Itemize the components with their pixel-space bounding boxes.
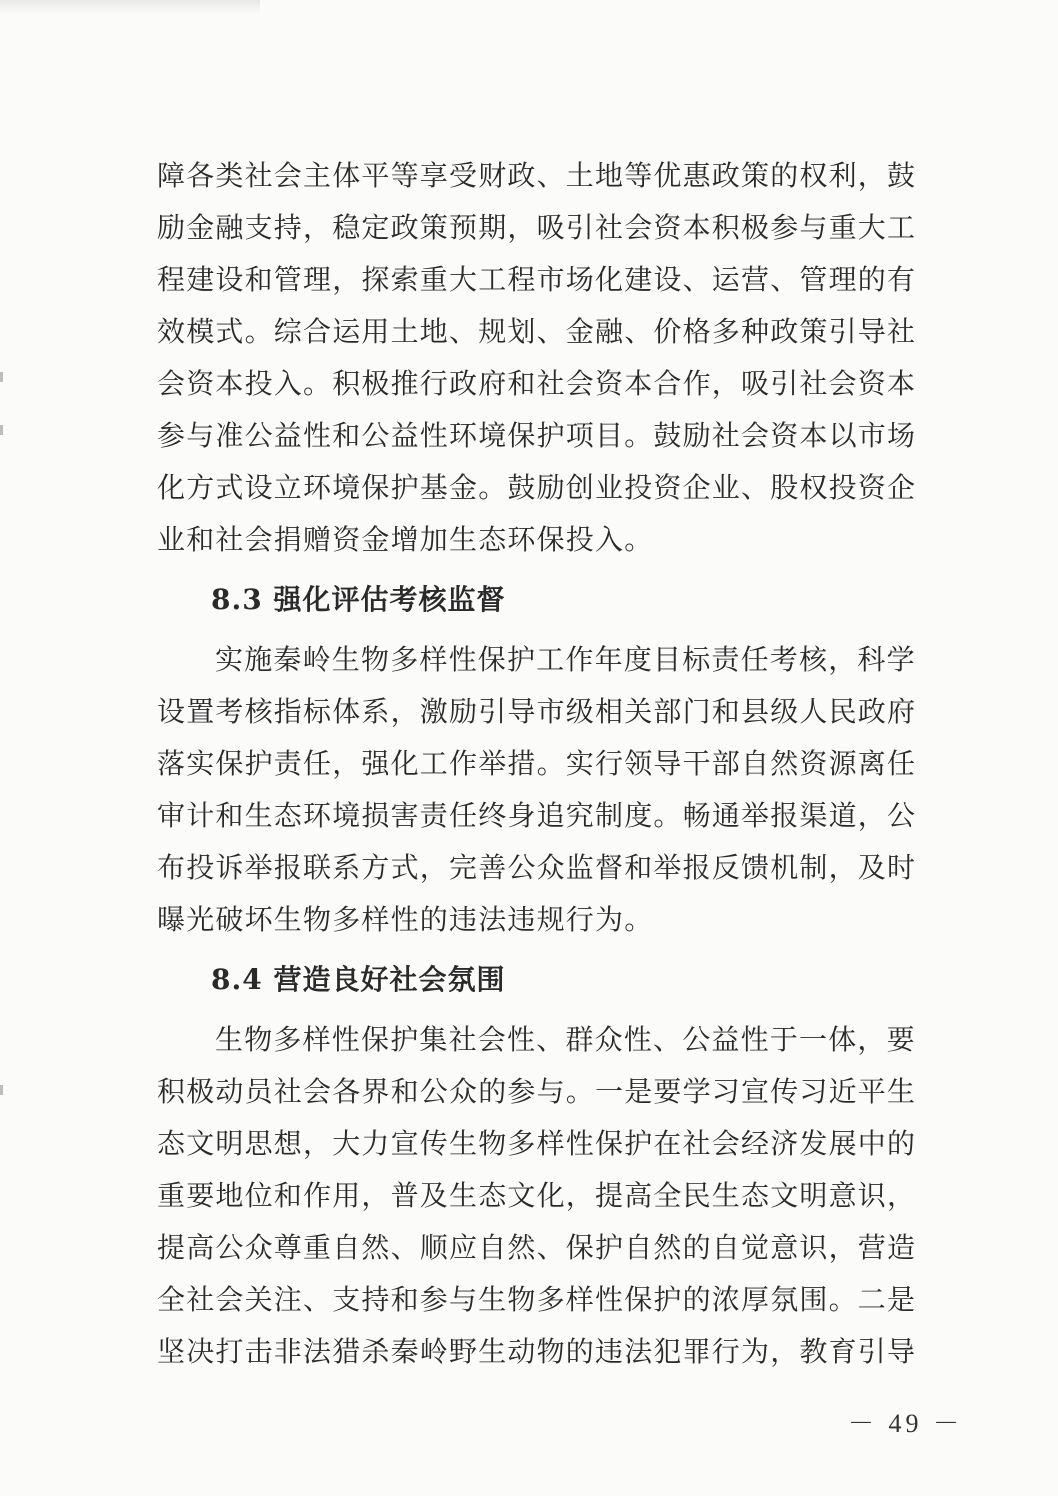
text-line: 曝光破坏生物多样性的违法违规行为。 <box>157 903 654 936</box>
text-line: 设置考核指标体系，激励引导市级相关部门和县级人民政府 <box>157 695 917 728</box>
text-line: 参与准公益性和公益性环境保护项目。鼓励社会资本以市场 <box>157 419 917 452</box>
text-line: 化方式设立环境保护基金。鼓励创业投资企业、股权投资企 <box>157 471 917 504</box>
text-line: 积极动员社会各界和公众的参与。一是要学习宣传习近平生 <box>157 1075 917 1108</box>
paragraph-social-atmosphere <box>157 1014 917 1378</box>
scan-top-shadow <box>0 0 260 14</box>
section-heading-8-3: 8.3 强化评估考核监督 <box>211 583 506 616</box>
page-number: － 49 － <box>848 1409 964 1438</box>
binding-mark <box>0 372 3 382</box>
text-line: 坚决打击非法猎杀秦岭野生动物的违法犯罪行为，教育引导 <box>157 1335 917 1368</box>
text-line: 审计和生态环境损害责任终身追究制度。畅通举报渠道，公 <box>157 799 917 832</box>
section-heading-8-4: 8.4 营造良好社会氛围 <box>211 963 506 996</box>
text-line: 提高公众尊重自然、顺应自然、保护自然的自觉意识，营造 <box>157 1231 917 1264</box>
text-line: 实施秦岭生物多样性保护工作年度目标责任考核，科学 <box>215 643 916 676</box>
text-line: 全社会关注、支持和参与生物多样性保护的浓厚氛围。二是 <box>157 1283 917 1316</box>
text-line: 障各类社会主体平等享受财政、土地等优惠政策的权利，鼓 <box>157 159 917 192</box>
text-line: 会资本投入。积极推行政府和社会资本合作，吸引社会资本 <box>157 367 917 400</box>
text-line: 落实保护责任，强化工作举措。实行领导干部自然资源离任 <box>157 747 917 780</box>
binding-mark <box>0 425 3 435</box>
text-line: 态文明思想，大力宣传生物多样性保护在社会经济发展中的 <box>157 1127 917 1160</box>
text-line: 布投诉举报联系方式，完善公众监督和举报反馈机制，及时 <box>157 851 917 884</box>
text-line: 效模式。综合运用土地、规划、金融、价格多种政策引导社 <box>157 315 917 348</box>
text-line: 重要地位和作用，普及生态文化，提高全民生态文明意识， <box>157 1179 917 1212</box>
paragraph-funding <box>157 150 917 566</box>
text-line: 生物多样性保护集社会性、群众性、公益性于一体，要 <box>215 1023 916 1056</box>
text-line: 励金融支持，稳定政策预期，吸引社会资本积极参与重大工 <box>157 211 917 244</box>
text-line: 程建设和管理，探索重大工程市场化建设、运营、管理的有 <box>157 263 917 296</box>
text-line: 业和社会捐赠资金增加生态环保投入。 <box>157 523 654 556</box>
binding-mark <box>0 1085 3 1095</box>
body-text <box>157 150 917 1378</box>
paragraph-assessment <box>157 634 917 946</box>
